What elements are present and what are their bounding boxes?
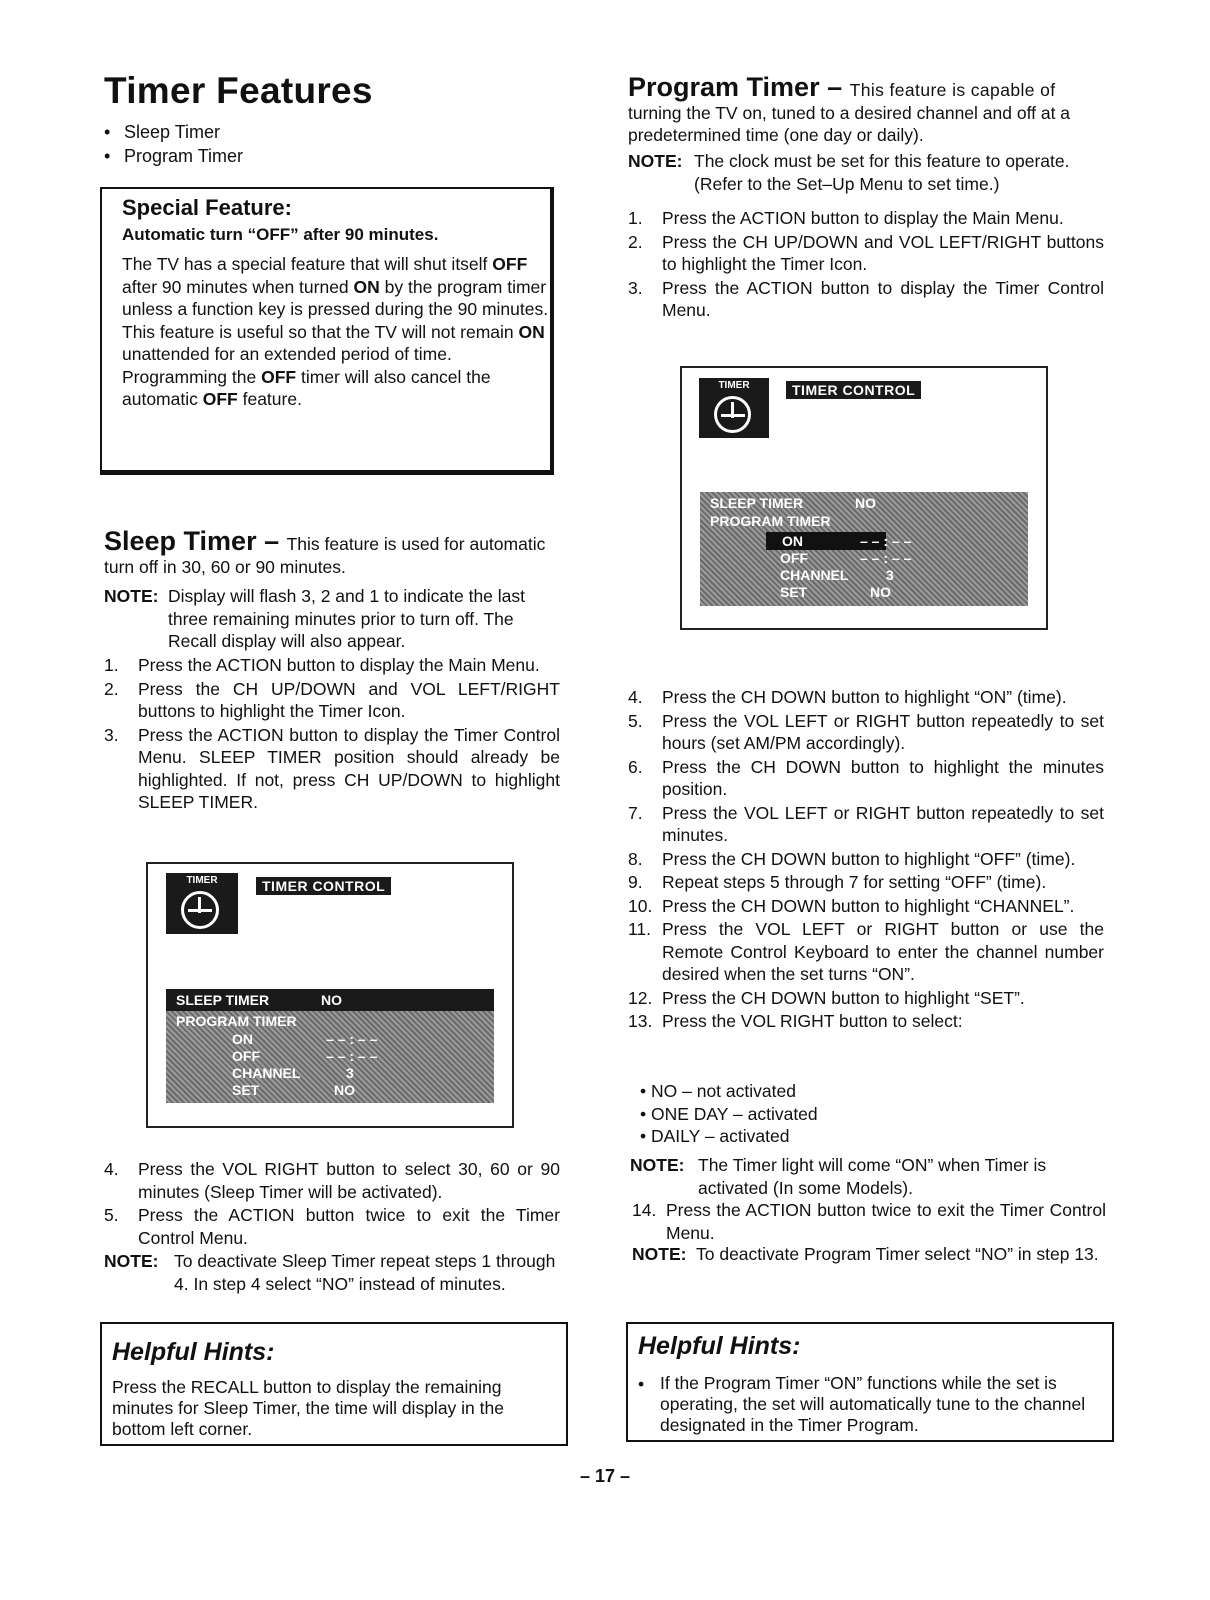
hints-heading: Helpful Hints: — [638, 1332, 801, 1360]
timer-menu — [166, 989, 494, 1103]
list-item: 2. Press the CH UP/DOWN and VOL LEFT/RIGHT buttons to highlight the Timer Icon. — [628, 231, 1104, 274]
menu-off-value: – – : – – — [860, 550, 912, 566]
list-item: 13. Press the VOL RIGHT button to select: — [628, 1011, 963, 1031]
hints-text: If the Program Timer “ON” functions while the set is operating, the set will automatically tune to the channel designated in the Timer Program. — [660, 1373, 1086, 1435]
menu-set-value: NO — [870, 584, 891, 600]
special-feature-heading: Special Feature: — [122, 195, 292, 220]
list-item: 1. Press the ACTION button to display the Main Menu. — [104, 655, 540, 675]
feature-list — [104, 120, 243, 168]
timer-icon: TIMER — [699, 378, 769, 438]
list-item: 7. Press the VOL LEFT or RIGHT button repeatedly to set minutes. — [628, 802, 1104, 845]
menu-on: ON — [782, 533, 803, 549]
menu-sleep-value: NO — [321, 992, 342, 1008]
menu-sleep-timer: SLEEP TIMER — [176, 992, 270, 1008]
menu-off: OFF — [232, 1048, 260, 1064]
program-options — [640, 1080, 818, 1148]
special-feature-subheading: Automatic turn “OFF” after 90 minutes. — [122, 225, 439, 244]
list-item: 6. Press the CH DOWN button to highlight the minutes position. — [628, 756, 1104, 799]
menu-sleep-value: NO — [855, 495, 876, 511]
page-title: Timer Features — [104, 70, 373, 111]
list-item: 9. Repeat steps 5 through 7 for setting “OFF” (time). — [628, 872, 1047, 892]
program-step-14 — [632, 1199, 1106, 1245]
program-steps-1 — [628, 207, 1104, 323]
list-item: 10. Press the CH DOWN button to highlight “CHANNEL”. — [628, 895, 1075, 916]
list-item: • NO – not activated — [640, 1081, 796, 1101]
list-item: • Program Timer — [104, 144, 243, 168]
special-feature-paragraph: The TV has a special feature that will shut itself OFF after 90 minutes when turned ON by the program timer unless a function key is pressed during the 90 minutes. — [122, 254, 549, 319]
menu-off: OFF — [780, 550, 808, 566]
list-item: 14. Press the ACTION button twice to exit the Timer Control Menu. — [632, 1200, 1106, 1243]
list-item: 8. Press the CH DOWN button to highlight “OFF” (time). — [628, 848, 1076, 869]
list-item: • Sleep Timer — [104, 120, 243, 144]
special-feature-paragraph: Programming the OFF timer will also cancel the automatic OFF feature. — [122, 366, 491, 409]
list-item: 12. Press the CH DOWN button to highlight “SET”. — [628, 987, 1025, 1008]
program-timer-screen — [680, 366, 1048, 630]
menu-on: ON — [232, 1031, 253, 1047]
list-item: 5. Press the VOL LEFT or RIGHT button repeatedly to set hours (set AM/PM accordingly). — [628, 710, 1104, 753]
sleep-timer-title: Sleep Timer — [104, 526, 257, 556]
list-item: • DAILY – activated — [640, 1126, 790, 1146]
program-note-2: NOTE: The Timer light will come “ON” when Timer is activated (In some Models). — [630, 1155, 1047, 1198]
hints-heading: Helpful Hints: — [112, 1338, 275, 1366]
sleep-timer-screen — [146, 862, 514, 1128]
list-item: 3. Press the ACTION button to display the Timer Control Menu. SLEEP TIMER position should already be highlighted. If not, press CH UP/DOWN to highlight SLEEP TIMER. — [104, 724, 560, 812]
timer-control-header: TIMER CONTROL — [256, 877, 391, 895]
menu-sleep-timer: SLEEP TIMER — [710, 495, 804, 511]
menu-off-value: – – : – – — [326, 1048, 378, 1064]
program-timer-intro: Program Timer – This feature is capable of turning the TV on, tuned to a desired channel and off at a predetermined time (one day or daily). — [628, 72, 1071, 145]
menu-channel: CHANNEL — [780, 567, 849, 583]
page-number: – 17 – — [579, 1466, 631, 1486]
menu-channel-value: 3 — [886, 567, 894, 583]
menu-on-value: – – : – – — [860, 533, 912, 549]
special-feature-box — [100, 187, 554, 475]
program-note-3: NOTE: To deactivate Program Timer select “NO” in step 13. — [632, 1244, 1099, 1264]
list-item: 11. Press the VOL LEFT or RIGHT button or use the Remote Control Keyboard to enter the channel number desired when the set turns “ON”. — [628, 919, 1104, 984]
menu-set-value: NO — [334, 1082, 355, 1098]
list-item: 4. Press the CH DOWN button to highlight “ON” (time). — [628, 687, 1067, 707]
sleep-steps-1 — [104, 654, 560, 815]
hints-text: Press the RECALL button to display the remaining minutes for Sleep Timer, the time will display in the bottom left corner. — [112, 1377, 504, 1439]
timer-icon: TIMER — [166, 873, 238, 934]
list-item: 5. Press the ACTION button twice to exit the Timer Control Menu. — [104, 1205, 560, 1248]
menu-program-timer: PROGRAM TIMER — [710, 513, 831, 529]
list-item: 1. Press the ACTION button to display the Main Menu. — [628, 208, 1064, 228]
timer-control-header: TIMER CONTROL — [786, 381, 921, 399]
program-timer-title: Program Timer — [628, 72, 820, 102]
program-note: NOTE: The clock must be set for this feature to operate. (Refer to the Set–Up Menu to set time.) — [628, 151, 1070, 194]
list-item: 2. Press the CH UP/DOWN and VOL LEFT/RIGHT buttons to highlight the Timer Icon. — [104, 678, 560, 721]
timer-menu — [700, 492, 1028, 606]
list-item: 4. Press the VOL RIGHT button to select 30, 60 or 90 minutes (Sleep Timer will be activated). — [104, 1159, 560, 1202]
menu-set: SET — [780, 584, 808, 600]
special-feature-paragraph: This feature is useful so that the TV will not remain ON unattended for an extended period of time. — [122, 321, 545, 364]
sleep-note-2: NOTE: To deactivate Sleep Timer repeat steps 1 through 4. In step 4 select “NO” instead of minutes. — [104, 1251, 556, 1294]
menu-channel: CHANNEL — [232, 1065, 301, 1081]
program-steps-2 — [628, 686, 1104, 1034]
menu-on-value: – – : – – — [326, 1031, 378, 1047]
menu-set: SET — [232, 1082, 260, 1098]
menu-program-timer: PROGRAM TIMER — [176, 1013, 297, 1029]
sleep-timer-intro: Sleep Timer – This feature is used for automatic turn off in 30, 60 or 90 minutes. — [104, 526, 546, 577]
sleep-timer-description: This feature is used for automatic turn off in 30, 60 or 90 minutes. — [104, 534, 546, 577]
helpful-hints-right: Helpful Hints: • If the Program Timer “ON” functions while the set is operating, the set will automatically tune to the channel designated in the Timer Program. — [626, 1322, 1114, 1442]
menu-channel-value: 3 — [346, 1065, 354, 1081]
helpful-hints-left — [100, 1322, 568, 1446]
sleep-note: NOTE: Display will flash 3, 2 and 1 to indicate the last three remaining minutes prior to turn off. The Recall display will also appear. — [104, 586, 525, 651]
list-item: • ONE DAY – activated — [640, 1103, 818, 1124]
list-item: 3. Press the ACTION button to display the Timer Control Menu. — [628, 277, 1104, 320]
sleep-steps-2 — [104, 1158, 560, 1250]
